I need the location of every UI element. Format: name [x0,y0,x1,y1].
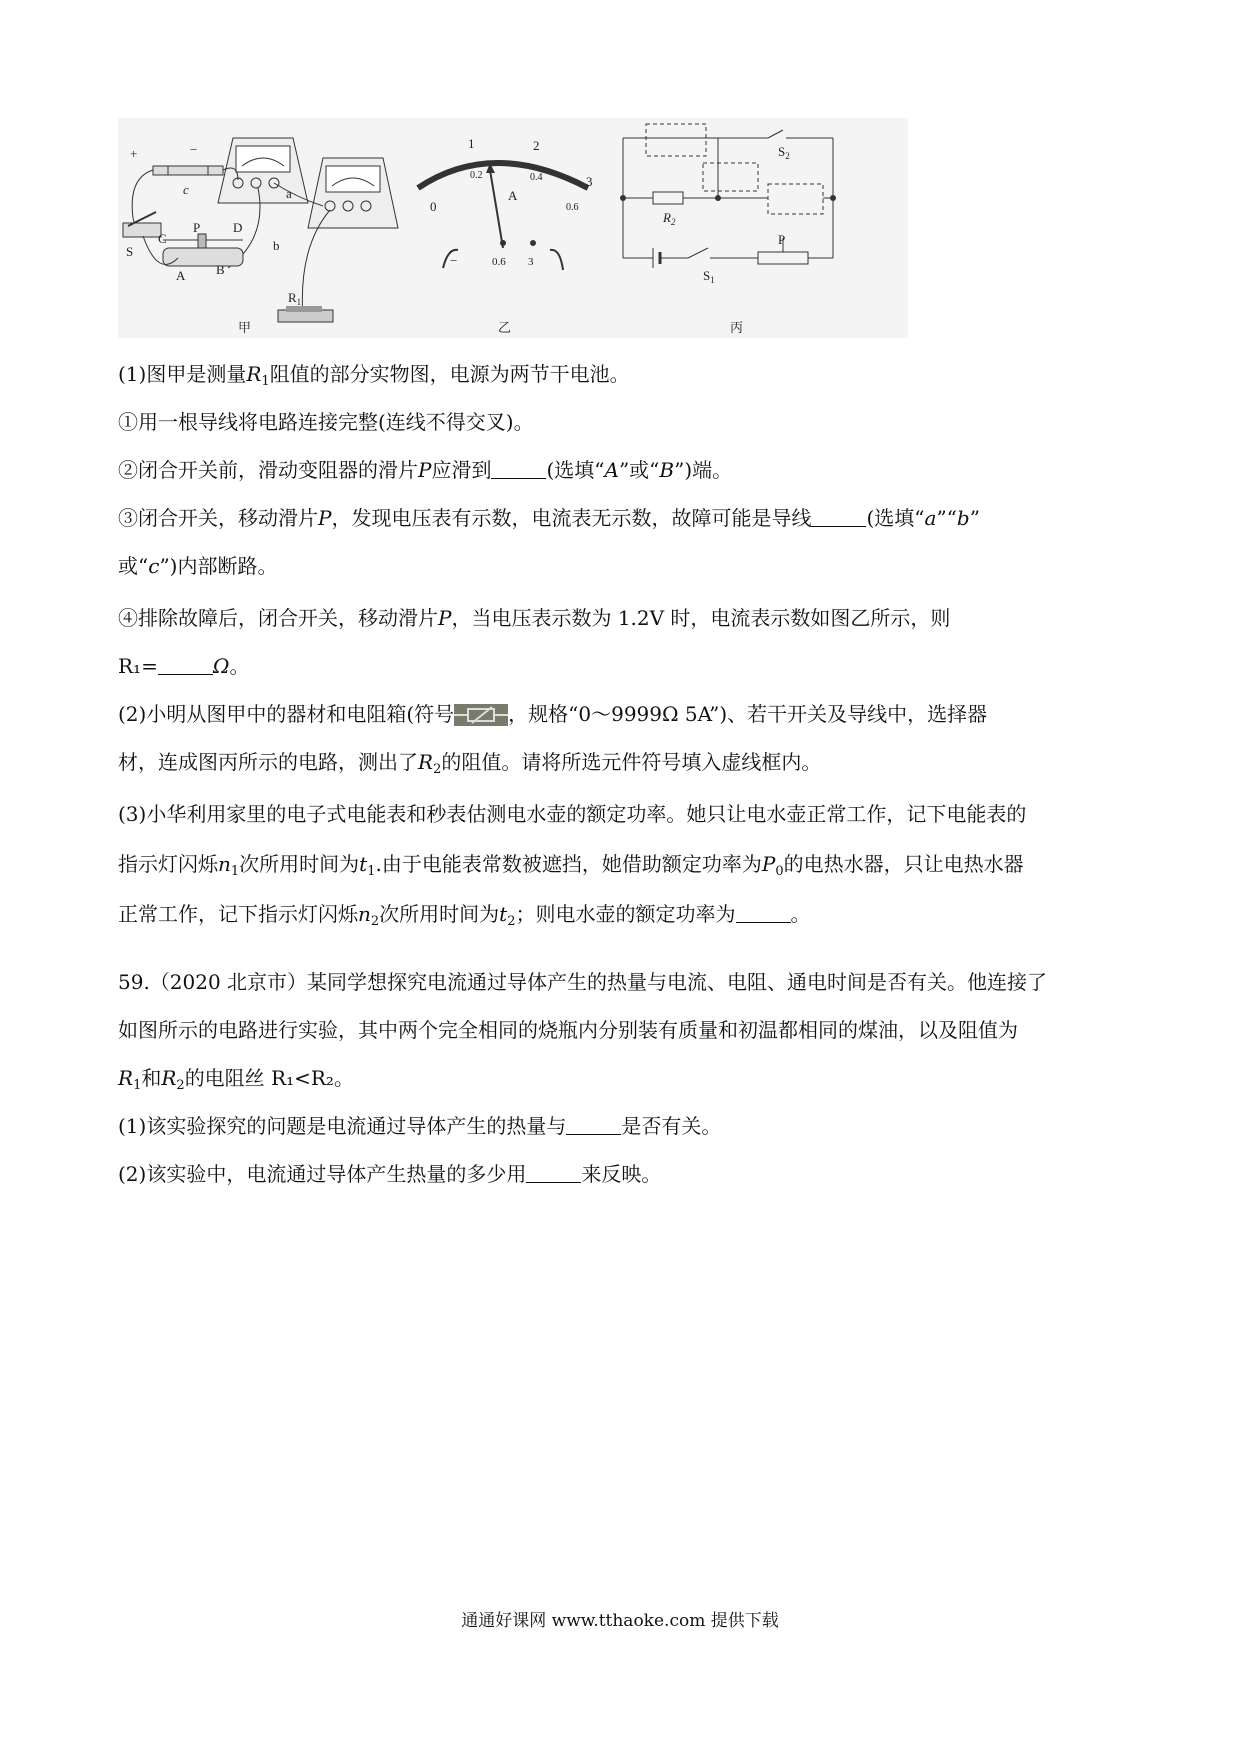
meter-2 [308,158,398,228]
terminal-3: 3 [528,256,534,268]
q1-step4-line2: R₁= Ω。 [118,654,250,678]
switch-s-label: S [126,244,134,259]
resistor-r1-label: $R_1$ [288,290,302,307]
terminal-0-6: 0.6 [492,256,506,268]
q59-part1: (1)该实验探究的问题是电流通过导体产生的热量与 是否有关。 [118,1114,722,1138]
answer-blank[interactable] [526,1162,581,1183]
terminal-negative: − [450,253,458,268]
dial-0-2: 0.2 [470,170,483,181]
q59-line1: 59.（2020 北京市）某同学想探究电流通过导体产生的热量与电流、电阻、通电时间是否有关。他连接了 [118,970,1048,994]
terminal-p-label: P [193,220,201,235]
q59-line3: $R_1$和$R_2$的电阻丝 R₁<R₂。 [118,1066,354,1093]
terminal-a-label: A [176,268,186,283]
answer-blank[interactable] [566,1114,621,1135]
battery [153,166,223,175]
q2-line2: 材，连成图丙所示的电路，测出了$R_2$的阻值。请将所选元件符号填入虚线框内。 [118,750,822,777]
resistor-r1 [278,306,333,322]
q2-line1: (2)小明从图甲中的器材和电阻箱(符号 ，规格“0～9999Ω 5A”)、若干开关及导线中，选择器 [118,702,988,726]
answer-blank[interactable] [158,654,213,675]
terminal-d-label: D [233,220,243,235]
terminal-b-label: B [216,262,225,277]
q1-step3-line2: 或“c”)内部断路。 [118,554,278,578]
q59-line2: 如图所示的电路进行实验，其中两个完全相同的烧瓶内分别装有质量和初温都相同的煤油，以及阻值为 [118,1018,1018,1042]
answer-blank[interactable] [491,458,546,479]
dial-unit: A [508,188,518,203]
battery-plus-label: + [130,146,138,161]
caption-yi: 乙 [498,320,512,335]
circuit-figure [118,118,908,338]
wire-b-label: b [273,238,280,253]
dial-0: 0 [430,199,437,214]
s2-label: $S_2$ [778,144,790,161]
circuit-diagram-bing [623,124,833,268]
q1-intro: (1)图甲是测量$R_1$阻值的部分实物图，电源为两节干电池。 [118,362,630,389]
page-footer: 通通好课网 www.tthaoke.com 提供下载 [461,1611,779,1631]
q59-part2: (2)该实验中，电流通过导体产生热量的多少用 来反映。 [118,1162,662,1186]
q1-step1: ①用一根导线将电路连接完整(连线不得交叉)。 [118,410,534,434]
switch-s [123,212,161,237]
q1-step2: ②闭合开关前，滑动变阻器的滑片P应滑到 (选填“A”或“B”)端。 [118,458,733,482]
slider-p-label: P [778,232,786,247]
caption-bing: 丙 [730,320,744,335]
q1-step4-line1: ④排除故障后，闭合开关，移动滑片P，当电压表示数为 1.2V 时，电流表示数如图乙所示，则 [118,606,951,630]
meter-1 [218,138,308,203]
battery-minus-label: − [190,142,198,157]
ammeter-dial [418,163,588,248]
caption-jia: 甲 [238,320,252,335]
q3-line2: 指示灯闪烁$n_1$次所用时间为$t_1$.由于电能表常数被遮挡，她借助额定功率为$P_0$的电热水器，只让电热水器 [118,852,1024,879]
terminal-c-label: C [158,231,167,246]
s1-label: $S_1$ [703,268,715,285]
dial-3: 3 [586,174,593,189]
q3-line1: (3)小华利用家里的电子式电能表和秒表估测电水壶的额定功率。她只让电水壶正常工作，记下电能表的 [118,802,1027,826]
dial-0-6: 0.6 [566,202,579,213]
wire-c-label: c [183,182,189,197]
wire-a-label: a [286,186,292,201]
answer-blank[interactable] [811,506,866,527]
answer-blank[interactable] [736,902,791,923]
resistance-box-symbol [454,704,508,726]
q3-line3: 正常工作，记下指示灯闪烁$n_2$次所用时间为$t_2$；则电水壶的额定功率为 。 [118,902,811,929]
dial-0-4: 0.4 [530,172,543,183]
dial-1: 1 [468,136,475,151]
q1-step3-line1: ③闭合开关，移动滑片P，发现电压表有示数，电流表无示数，故障可能是导线 (选填“a”“b” [118,506,980,530]
r2-label: $R_2$ [663,210,676,227]
dial-2: 2 [533,138,540,153]
